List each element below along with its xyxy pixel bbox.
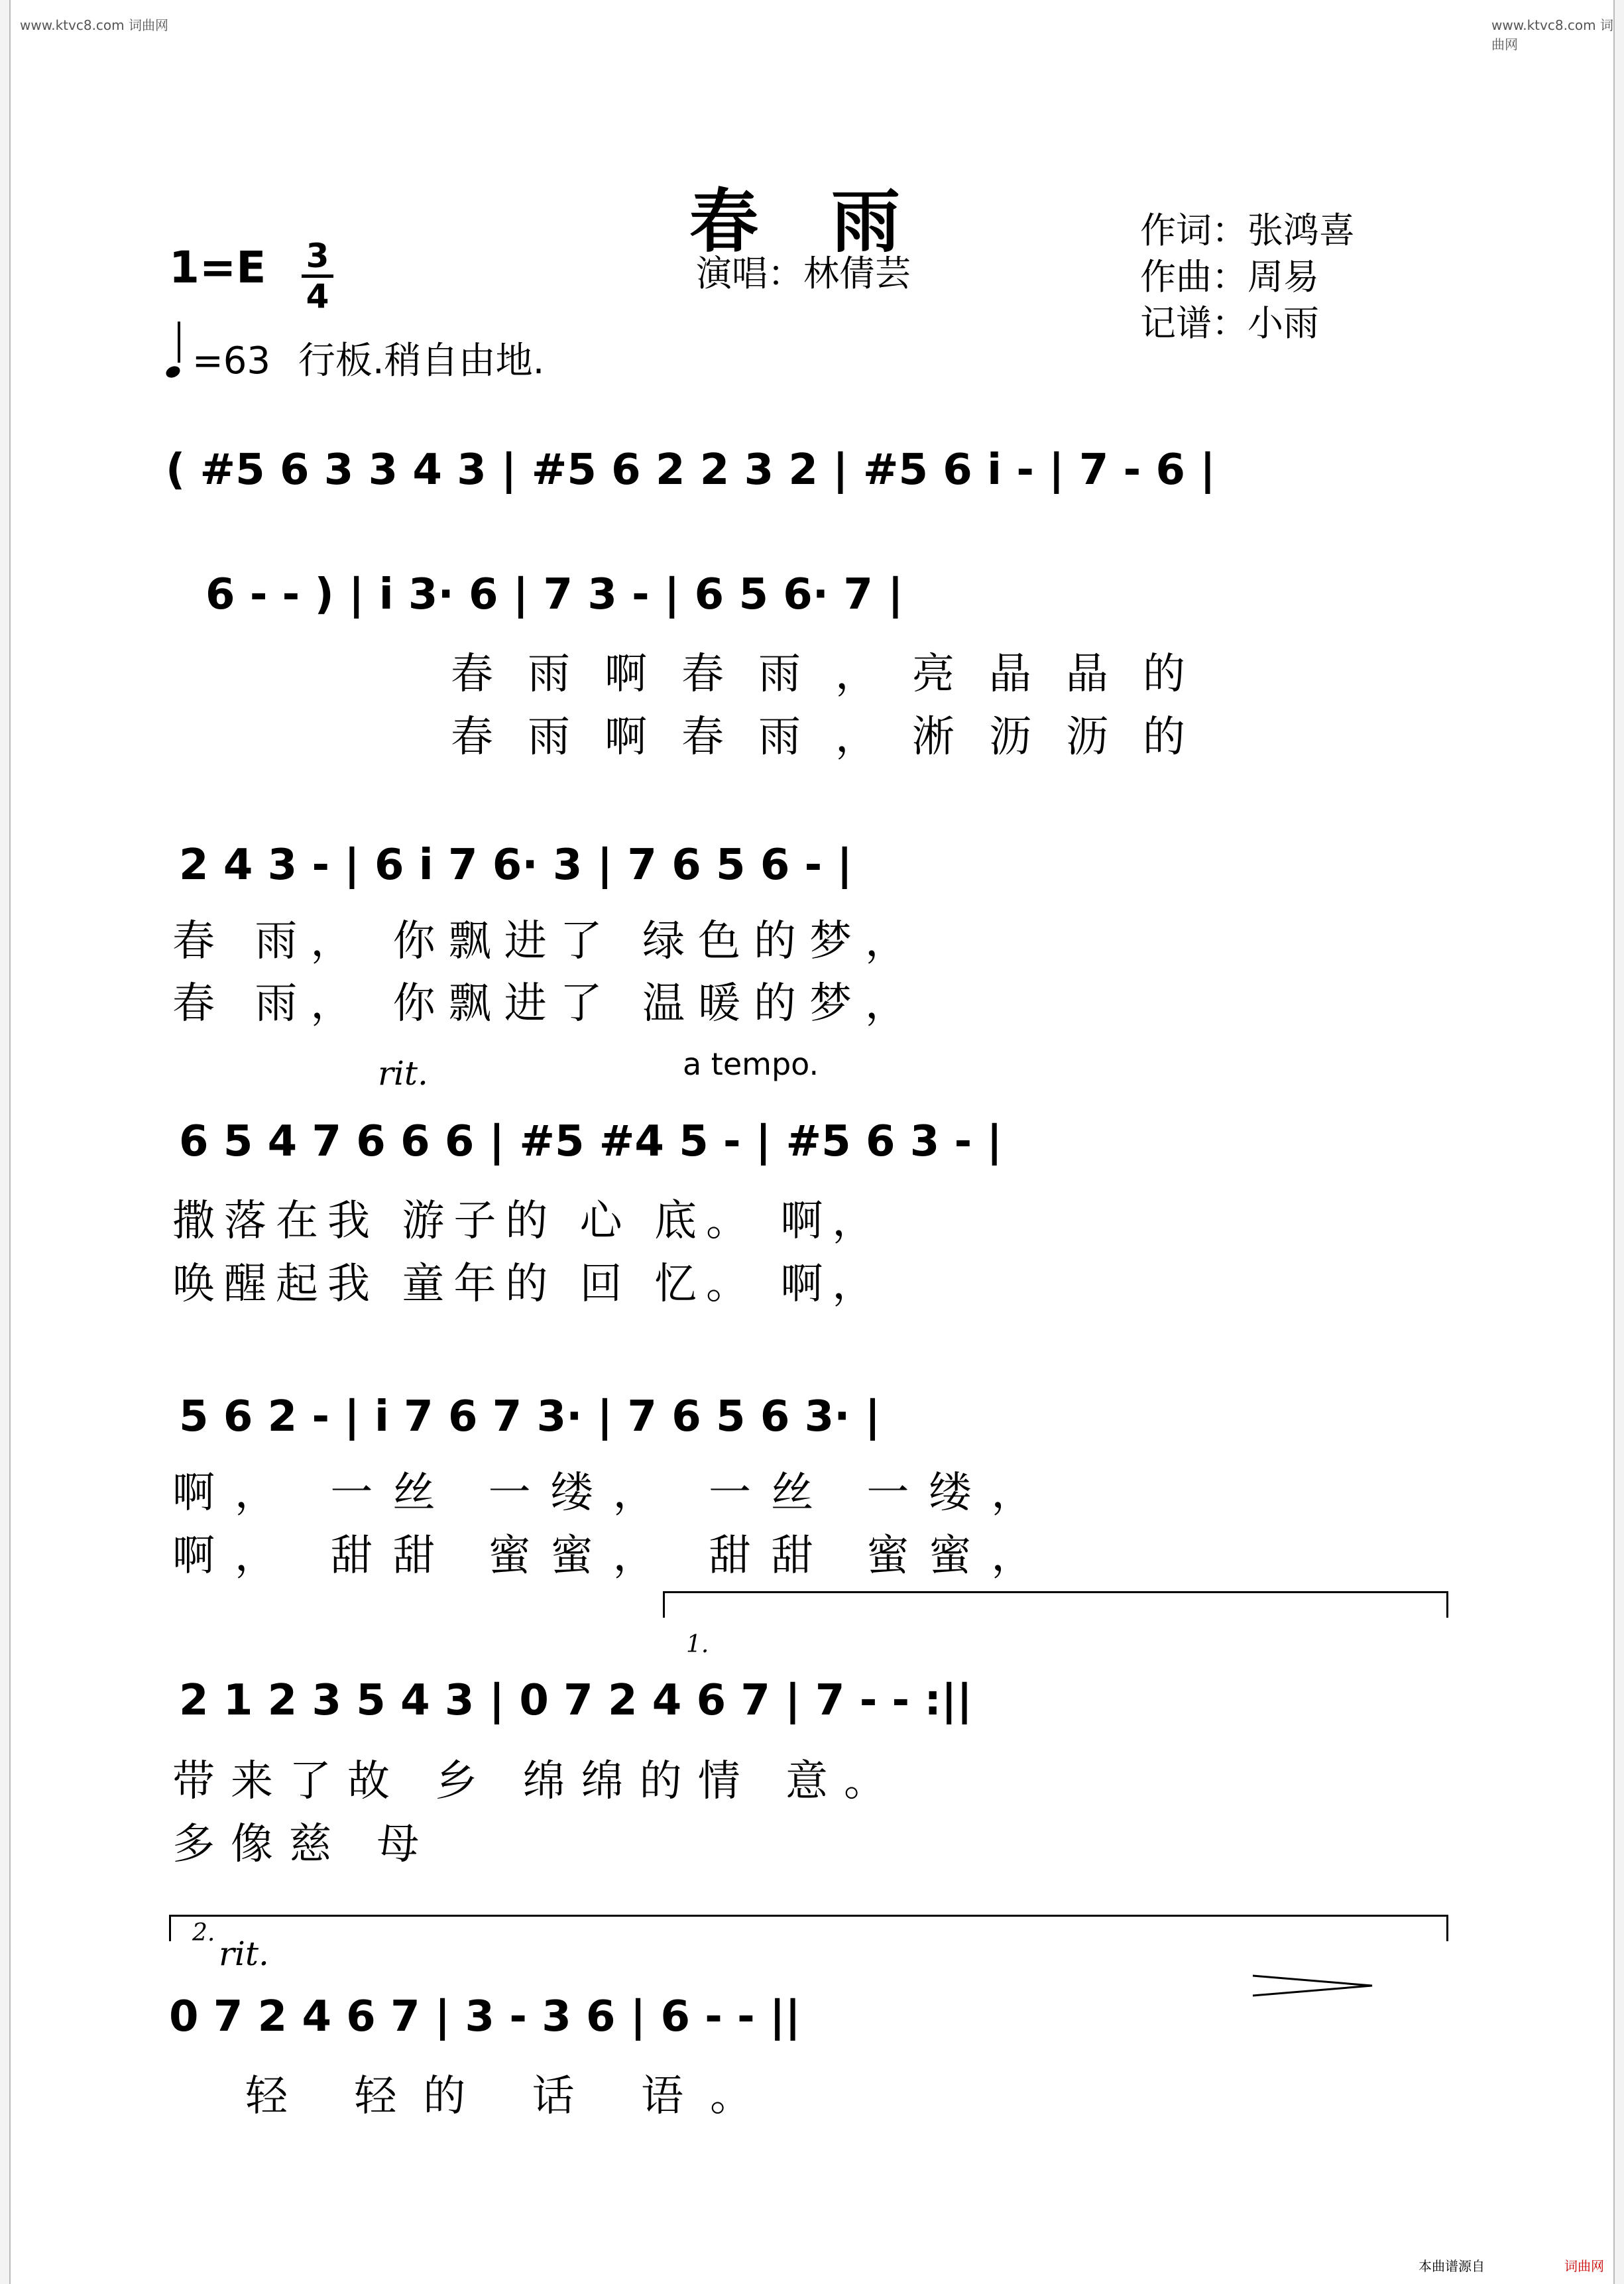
footer-site: 词曲网 (1564, 2258, 1604, 2274)
staff-line-3: 2 4 3 - | 6 i 7 6· 3 | 7 6 5 6 - | (179, 841, 852, 890)
rit-marking-2: rit. (219, 1935, 269, 1973)
staff-line-5: 5 6 2 - | i 7 6 7 3· | 7 6 5 6 3· | (179, 1392, 881, 1441)
volta-2-label: 2. (192, 1919, 215, 1947)
volta-2-bracket (169, 1915, 1448, 1917)
tempo-marking (166, 331, 544, 385)
lyricist-credit: 作词：张鸿喜 (1140, 210, 1355, 251)
tempo-text: 行板.稍自由地. (298, 339, 545, 383)
volta-1-right (1446, 1591, 1448, 1618)
tempo-value: =63 (192, 339, 270, 383)
volta-2-right (1446, 1915, 1448, 1941)
rit-marking-1: rit. (378, 1054, 428, 1093)
decrescendo-hairpin (1246, 1969, 1379, 2002)
footer-source: 本曲谱源自 (1419, 2258, 1485, 2274)
volta-2-left (169, 1915, 171, 1941)
lyrics-line-3-verse-2: 春 雨， 你飘进了 温暖的梦， (172, 979, 921, 1028)
lyrics-line-6-verse-1: 带来了故 乡 绵绵的情 意。 (172, 1757, 903, 1806)
quarter-note-icon (164, 364, 182, 380)
lyrics-line-2-verse-2: 春雨啊春雨，淅沥沥的 (451, 713, 1220, 762)
staff-line-6: 2 1 2 3 5 4 3 | 0 7 2 4 6 7 | 7 - - :|| (179, 1676, 972, 1725)
score-title: 春雨 (689, 180, 974, 262)
volta-1-label: 1. (686, 1631, 709, 1658)
key-signature: 1=E (169, 242, 266, 293)
staff-line-7: 0 7 2 4 6 7 | 3 - 3 6 | 6 - - || (169, 1992, 801, 2041)
transcriber-credit: 记谱：小雨 (1140, 302, 1319, 344)
header-site-left: www.ktvc8.com 词曲网 (20, 17, 169, 33)
lyrics-line-4-verse-2: 唤醒起我 童年的 回 忆。 啊， (172, 1260, 884, 1309)
lyrics-line-7-verse-1: 轻 轻的 话 语。 (245, 2072, 780, 2121)
composer-credit: 作曲：周易 (1140, 256, 1319, 298)
right-margin-strip (1613, 0, 1624, 2284)
volta-1-bracket (663, 1591, 1448, 1593)
time-signature-top: 3 (306, 237, 329, 275)
lyrics-line-6-verse-2: 多像慈 母 (172, 1820, 435, 1869)
header-site-right: www.ktvc8.com 词曲网 (1491, 17, 1614, 52)
left-margin-strip (0, 0, 11, 2284)
time-signature (302, 239, 333, 314)
staff-line-1: ( #5 6 3 3 4 3 | #5 6 2 2 3 2 | #5 6 i - | 7 - 6 | (166, 446, 1216, 495)
lyrics-line-5-verse-1: 啊， 一丝 一缕， 一丝 一缕， (172, 1469, 1054, 1518)
lyrics-line-5-verse-2: 啊， 甜甜 蜜蜜， 甜甜 蜜蜜， (172, 1532, 1054, 1581)
lyrics-line-4-verse-1: 撒落在我 游子的 心 底。 啊， (172, 1197, 884, 1246)
staff-line-4: 6 5 4 7 6 6 6 | #5 #4 5 - | #5 6 3 - | (179, 1117, 1002, 1166)
lyrics-line-2-verse-1: 春雨啊春雨，亮晶晶的 (451, 650, 1220, 699)
volta-1-left (663, 1591, 665, 1618)
singer-credit: 演唱：林倩芸 (696, 253, 911, 294)
time-signature-bottom: 4 (306, 277, 329, 316)
lyrics-line-3-verse-1: 春 雨， 你飘进了 绿色的梦， (172, 917, 921, 966)
staff-line-2: 6 - - ) | i 3· 6 | 7 3 - | 6 5 6· 7 | (205, 570, 903, 619)
a-tempo-marking: a tempo. (683, 1046, 819, 1082)
